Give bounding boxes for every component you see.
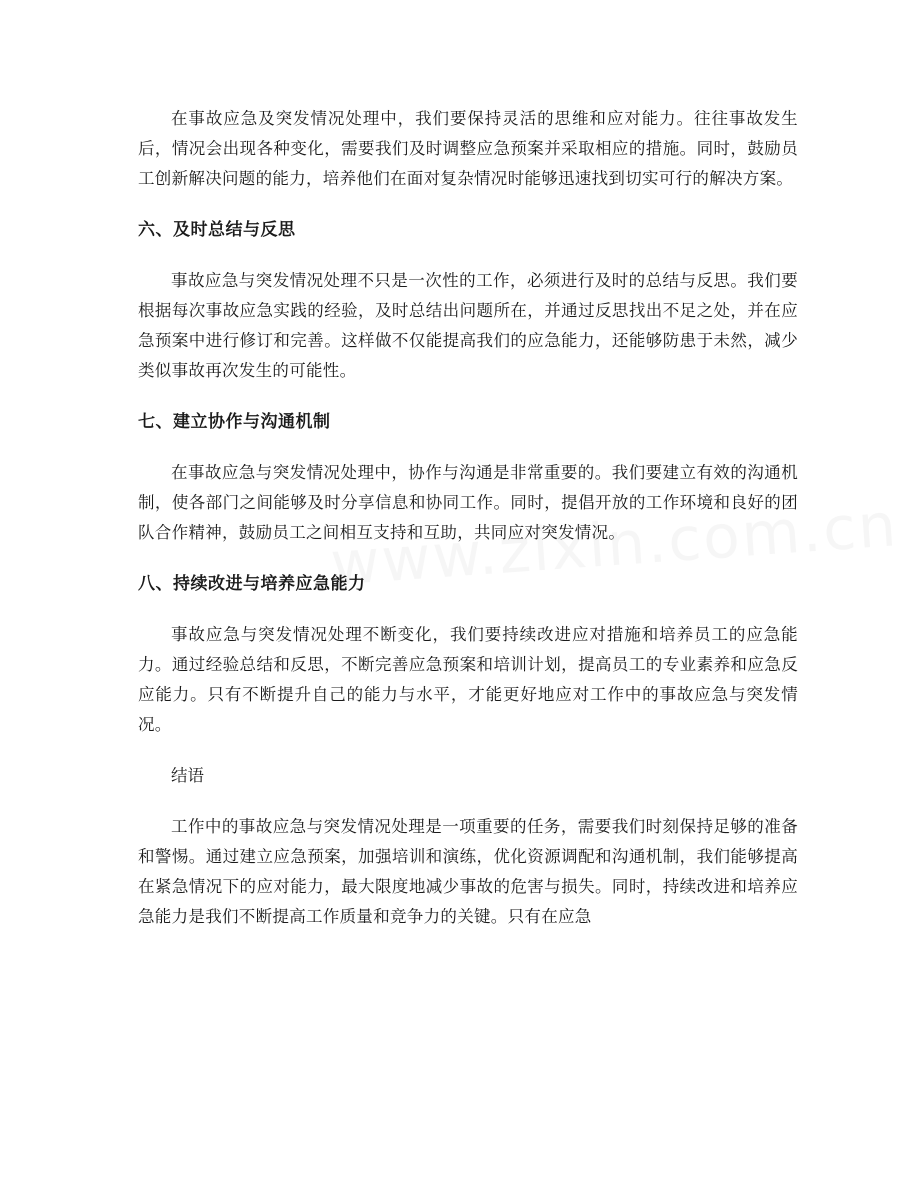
document-body <box>138 104 798 953</box>
conclusion-label: 结语 <box>171 766 204 785</box>
paragraph-flexibility: 在事故应急及突发情况处理中，我们要保持灵活的思维和应对能力。往往事故发生后，情况会出现各种变化，需要我们及时调整应急预案并采取相应的措施。同时，鼓励员工创新解决问题的能力，培养他们在面对复杂情况时能够迅速找到切实可行的解决方案。 <box>138 109 798 188</box>
paragraph-summary-reflection: 事故应急与突发情况处理不只是一次性的工作，必须进行及时的总结与反思。我们要根据每次事故应急实践的经验，及时总结出问题所在，并通过反思找出不足之处，并在应急预案中进行修订和完善。这样做不仅能提高我们的应急能力，还能够防患于未然，减少类似事故再次发生的可能性。 <box>138 271 798 380</box>
heading-section-8: 八、持续改进与培养应急能力 <box>138 574 366 594</box>
paragraph-continuous-improvement: 事故应急与突发情况处理不断变化，我们要持续改进应对措施和培养员工的应急能力。通过经验总结和反思，不断完善应急预案和培训计划，提高员工的专业素养和应急反应能力。只有不断提升自己的能力与水平，才能更好地应对工作中的事故应急与突发情况。 <box>138 625 798 734</box>
heading-section-7: 七、建立协作与沟通机制 <box>138 412 331 432</box>
paragraph-cooperation: 在事故应急与突发情况处理中，协作与沟通是非常重要的。我们要建立有效的沟通机制，使各部门之间能够及时分享信息和协同工作。同时，提倡开放的工作环境和良好的团队合作精神，鼓励员工之间相互支持和互助，共同应对突发情况。 <box>138 463 798 542</box>
paragraph-conclusion: 工作中的事故应急与突发情况处理是一项重要的任务，需要我们时刻保持足够的准备和警惕。通过建立应急预案，加强培训和演练，优化资源调配和沟通机制，我们能够提高在紧急情况下的应对能力，最大限度地减少事故的危害与损失。同时，持续改进和培养应急能力是我们不断提高工作质量和竞争力的关键。只有在应急 <box>138 817 798 926</box>
heading-section-6: 六、及时总结与反思 <box>138 220 296 240</box>
